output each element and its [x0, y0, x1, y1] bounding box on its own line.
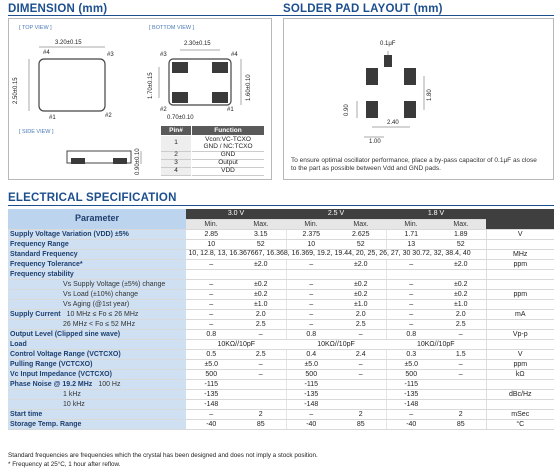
pin-table-header-function: Function [192, 126, 264, 135]
max-header: Max. [236, 219, 286, 229]
spec-row [8, 329, 554, 339]
value-cell: 2.375 [286, 229, 336, 239]
dimension-title: DIMENSION (mm) [8, 3, 108, 15]
value-cell: 1.89 [436, 229, 486, 239]
value-cell: -148 [286, 399, 336, 409]
param-label: Output Level (Clipped sine wave) [10, 330, 121, 338]
pin-table-pin: 2 [161, 152, 191, 160]
param-label: Standard Frequency [10, 250, 78, 258]
spec-row [8, 399, 554, 409]
value-cell: 0.8 [186, 329, 236, 339]
unit-cell [486, 269, 554, 279]
param-header: Parameter [8, 209, 186, 229]
unit-cell [486, 239, 554, 249]
value-cell: ±1.0 [336, 299, 386, 309]
param-cell [8, 309, 186, 319]
pin-label-1-top: #1 [49, 115, 56, 121]
value-cell: 52 [336, 239, 386, 249]
param-label: Control Voltage Range (VCTCXO) [10, 350, 121, 358]
dim-240-text: 2.40 [387, 120, 399, 126]
value-cell: 2.5 [236, 319, 286, 329]
solder-pad-2 [404, 101, 416, 118]
value-cell [186, 269, 236, 279]
unit-cell: MHz [486, 249, 554, 259]
value-cell: 2.4 [336, 349, 386, 359]
value-cell: – [236, 329, 286, 339]
value-cell [336, 399, 386, 409]
param-cell [8, 349, 186, 359]
value-cell: – [436, 329, 486, 339]
param-cell [8, 269, 186, 279]
value-cell: – [286, 279, 336, 289]
spec-row [8, 339, 554, 349]
param-label: Supply Voltage Variation (VDD) ±5% [10, 230, 129, 238]
param-sub: 100 Hz [98, 380, 121, 388]
value-cell: – [186, 289, 236, 299]
value-cell: ±5.0 [186, 359, 236, 369]
param-label: Vc Input Impedance (VCTCXO) [10, 370, 112, 378]
solder-pad-title: SOLDER PAD LAYOUT (mm) [283, 3, 443, 15]
value-cell: 0.8 [386, 329, 436, 339]
value-cell: 0.3 [386, 349, 436, 359]
param-cell [8, 239, 186, 249]
value-cell: – [286, 319, 336, 329]
value-cell [236, 269, 286, 279]
value-cell: – [236, 359, 286, 369]
max-header: Max. [336, 219, 386, 229]
spec-row [8, 419, 554, 429]
unit-cell: °C [486, 419, 554, 429]
value-cell: – [386, 409, 436, 419]
value-cell: 13 [386, 239, 436, 249]
bottom-pad-4 [172, 62, 188, 73]
value-cell: – [186, 299, 236, 309]
unit-cell [486, 379, 554, 389]
value-cell: 3.15 [236, 229, 286, 239]
spec-row [8, 349, 554, 359]
value-cell: – [286, 409, 336, 419]
value-cell: – [386, 289, 436, 299]
unit-cell: ppm [486, 289, 554, 299]
value-cell: -135 [386, 389, 436, 399]
cap-label: 0.1μF [380, 41, 396, 47]
spec-title: ELECTRICAL SPECIFICATION [8, 192, 177, 204]
value-cell: -135 [186, 389, 236, 399]
param-cell [8, 339, 186, 349]
value-cell: ±0.2 [236, 289, 286, 299]
spec-row [8, 359, 554, 369]
unit-header [486, 209, 554, 229]
param-sub: 26 MHz < Fo ≤ 52 MHz [63, 320, 136, 328]
pin-table-func: Output [192, 160, 264, 168]
param-sub: Vs Supply Voltage (±5%) change [63, 280, 166, 288]
param-cell [8, 329, 186, 339]
param-cell [8, 229, 186, 239]
pin-table-pin: 1 [161, 136, 191, 152]
pin-label-4-bottom: #4 [231, 52, 238, 58]
value-cell: 2 [236, 409, 286, 419]
value-cell: – [386, 309, 436, 319]
value-cell: 85 [436, 419, 486, 429]
spec-row [8, 299, 554, 309]
value-cell: 2.5 [436, 319, 486, 329]
value-cell: ±2.0 [236, 259, 286, 269]
value-cell: 52 [236, 239, 286, 249]
top-width-text: 3.20±0.15 [55, 40, 82, 46]
dimension-panel [8, 18, 272, 180]
value-cell: 2.0 [336, 309, 386, 319]
value-cell: ±0.2 [436, 279, 486, 289]
value-cell [236, 379, 286, 389]
value-cell: – [286, 299, 336, 309]
pin-label-3-top: #3 [107, 52, 114, 58]
value-cell: ±0.2 [336, 279, 386, 289]
param-sub: 10 kHz [63, 400, 85, 408]
spec-row [8, 389, 554, 399]
unit-cell: ppm [486, 359, 554, 369]
pin-label-1-bottom: #1 [227, 107, 234, 113]
value-cell [336, 379, 386, 389]
voltage-header-18: 1.8 V [386, 209, 486, 219]
value-cell: ±0.2 [236, 279, 286, 289]
title-rule [8, 15, 554, 16]
value-cell: 0.4 [286, 349, 336, 359]
value-cell [436, 269, 486, 279]
value-cell: – [286, 289, 336, 299]
param-cell [8, 299, 186, 309]
unit-cell [486, 339, 554, 349]
value-cell: -40 [286, 419, 336, 429]
spec-row [8, 309, 554, 319]
spec-row [8, 249, 554, 259]
value-cell: – [336, 369, 386, 379]
unit-cell [486, 399, 554, 409]
unit-cell: ppm [486, 259, 554, 269]
value-cell: 500 [186, 369, 236, 379]
value-cell: 2 [336, 409, 386, 419]
value-cell: – [386, 319, 436, 329]
value-cell: 85 [336, 419, 386, 429]
pin-table-func: GND [192, 152, 264, 160]
side-view-label: [ SIDE VIEW ] [19, 129, 54, 135]
value-cell: -40 [386, 419, 436, 429]
unit-cell: dBc/Hz [486, 389, 554, 399]
param-cell [8, 369, 186, 379]
value-cell: – [336, 359, 386, 369]
param-sub: 1 kHz [63, 390, 81, 398]
value-cell [336, 389, 386, 399]
top-view-package [39, 59, 105, 111]
value-cell [436, 399, 486, 409]
pin-table-func: VDD [192, 168, 264, 176]
value-cell: – [186, 309, 236, 319]
solder-pad-panel [283, 18, 554, 180]
spec-row [8, 379, 554, 389]
bottom-pad-3 [212, 62, 228, 73]
value-cell: 10 [286, 239, 336, 249]
param-label: Frequency Tolerance* [10, 260, 83, 268]
spec-row [8, 269, 554, 279]
value-cell: – [436, 369, 486, 379]
value-cell: 500 [386, 369, 436, 379]
top-height-text: 2.50±0.15 [13, 77, 19, 104]
value-cell: ±2.0 [336, 259, 386, 269]
param-sub: Vs Aging (@1st year) [63, 300, 130, 308]
param-cell [8, 409, 186, 419]
spec-row [8, 319, 554, 329]
param-label: Phase Noise @ 19.2 MHz [10, 380, 93, 388]
value-cell: – [186, 319, 236, 329]
value-cell: – [186, 409, 236, 419]
value-cell [436, 389, 486, 399]
standard-frequency-list: 10, 12.8, 13, 16.367667, 16.368, 16.369, 19.2, 19.44, 20, 25, 26, 27, 30 30.72, 32, 38.4, 40 [186, 249, 486, 259]
bottom-pad-2 [212, 92, 228, 103]
param-label: Supply Current [10, 310, 61, 318]
value-cell [236, 389, 286, 399]
param-cell [8, 289, 186, 299]
solder-pad-4 [366, 68, 378, 85]
pin-table-func: Vcon:VC-TCXO GND / NC:TCXO [192, 136, 264, 152]
footnote-standard: Standard frequencies are frequencies which the crystal has been designed and does not imply a stock position. [8, 452, 318, 459]
solder-pad-1 [366, 101, 378, 118]
param-cell [8, 419, 186, 429]
bypass-capacitor [384, 55, 392, 67]
value-cell: ±5.0 [286, 359, 336, 369]
value-cell: ±0.2 [436, 289, 486, 299]
min-header: Min. [286, 219, 336, 229]
dim-100-text: 1.00 [369, 139, 381, 145]
value-cell [336, 269, 386, 279]
unit-cell: mA [486, 309, 554, 319]
value-cell: 2 [436, 409, 486, 419]
voltage-header-25: 2.5 V [286, 209, 386, 219]
unit-cell [486, 299, 554, 309]
value-cell: ±1.0 [436, 299, 486, 309]
pin-table-pin: 4 [161, 168, 191, 176]
value-cell: -115 [186, 379, 236, 389]
spec-row [8, 369, 554, 379]
value-cell: 52 [436, 239, 486, 249]
footnote-tolerance: * Frequency at 25°C, 1 hour after reflow. [8, 461, 121, 468]
value-cell: – [386, 279, 436, 289]
value-cell: 1.71 [386, 229, 436, 239]
value-cell: 10 [186, 239, 236, 249]
pad-width-text: 0.70±0.10 [167, 115, 194, 121]
value-cell: ±1.0 [236, 299, 286, 309]
param-label: Frequency Range [10, 240, 69, 248]
pin-label-3-bottom: #3 [160, 52, 167, 58]
unit-cell: V [486, 229, 554, 239]
param-sub: Vs Load (±10%) change [63, 290, 139, 298]
value-cell: – [286, 259, 336, 269]
unit-cell: kΩ [486, 369, 554, 379]
value-cell: – [336, 329, 386, 339]
value-cell: – [386, 259, 436, 269]
unit-cell [486, 279, 554, 289]
param-cell [8, 319, 186, 329]
value-cell: ±2.0 [436, 259, 486, 269]
bottom-h2-text: 1.60±0.10 [246, 74, 252, 101]
param-cell [8, 249, 186, 259]
param-cell [8, 389, 186, 399]
param-label: Frequency stability [10, 270, 74, 278]
bypass-note: To ensure optimal oscillator performance, place a by-pass capacitor of 0.1μF as close to the part as possible between Vdd and GND pads. [291, 157, 537, 173]
voltage-header-30: 3.0 V [186, 209, 286, 219]
value-cell: -148 [386, 399, 436, 409]
min-header: Min. [186, 219, 236, 229]
pin-label-2-bottom: #2 [160, 107, 167, 113]
value-cell: -115 [386, 379, 436, 389]
value-cell: -40 [186, 419, 236, 429]
spec-row [8, 239, 554, 249]
max-header: Max. [436, 219, 486, 229]
value-cell: 500 [286, 369, 336, 379]
spec-row [8, 409, 554, 419]
value-cell: – [186, 279, 236, 289]
solder-pad-3 [404, 68, 416, 85]
value-cell: ±0.2 [336, 289, 386, 299]
spec-header-row [8, 209, 554, 219]
unit-cell: V [486, 349, 554, 359]
load-cell: 10KΩ//10pF [186, 339, 286, 349]
spec-rule [8, 205, 554, 206]
value-cell: 2.0 [236, 309, 286, 319]
value-cell [236, 399, 286, 409]
value-cell: 2.5 [336, 319, 386, 329]
spec-table [8, 209, 554, 430]
value-cell: 2.625 [336, 229, 386, 239]
value-cell: – [186, 259, 236, 269]
value-cell: – [386, 299, 436, 309]
value-cell: 0.8 [286, 329, 336, 339]
value-cell: – [236, 369, 286, 379]
param-cell [8, 399, 186, 409]
param-sub: 10 MHz ≤ Fo ≤ 26 MHz [66, 310, 139, 318]
value-cell: 2.5 [236, 349, 286, 359]
side-view-pad-right [113, 158, 127, 164]
value-cell: 85 [236, 419, 286, 429]
param-cell [8, 259, 186, 269]
spec-row [8, 259, 554, 269]
dim-090-text: 0.90 [344, 104, 350, 116]
top-view-label: [ TOP VIEW ] [19, 25, 52, 31]
value-cell: 1.5 [436, 349, 486, 359]
value-cell: – [436, 359, 486, 369]
dim-180-text: 1.80 [427, 89, 433, 101]
pin-table-pin: 3 [161, 160, 191, 168]
value-cell: -115 [286, 379, 336, 389]
value-cell: – [286, 309, 336, 319]
value-cell: 2.0 [436, 309, 486, 319]
param-label: Pulling Range (VCTCXO) [10, 360, 93, 368]
unit-cell [486, 319, 554, 329]
value-cell: -135 [286, 389, 336, 399]
bottom-view-label: [ BOTTOM VIEW ] [149, 25, 195, 31]
side-height-text: 0.90±0.10 [135, 148, 141, 175]
spec-row [8, 279, 554, 289]
bottom-h1-text: 1.70±0.15 [148, 72, 154, 99]
pin-label-2-top: #2 [105, 113, 112, 119]
load-cell: 10KΩ//10pF [386, 339, 486, 349]
param-label: Storage Temp. Range [10, 420, 82, 428]
value-cell: ±5.0 [386, 359, 436, 369]
bottom-width-text: 2.30±0.15 [184, 41, 211, 47]
param-cell [8, 359, 186, 369]
pin-label-4-top: #4 [43, 50, 50, 56]
load-cell: 10KΩ//10pF [286, 339, 386, 349]
side-view-pad-left [71, 158, 85, 164]
value-cell: 2.85 [186, 229, 236, 239]
value-cell [386, 269, 436, 279]
min-header: Min. [386, 219, 436, 229]
pin-table-header-pin: Pin# [161, 126, 191, 135]
param-label: Start time [10, 410, 43, 418]
bottom-pad-1 [172, 92, 188, 103]
value-cell [286, 269, 336, 279]
spec-row [8, 229, 554, 239]
value-cell: 0.5 [186, 349, 236, 359]
value-cell [436, 379, 486, 389]
spec-row [8, 289, 554, 299]
param-cell [8, 379, 186, 389]
value-cell: -148 [186, 399, 236, 409]
unit-cell: mSec [486, 409, 554, 419]
param-cell [8, 279, 186, 289]
param-label: Load [10, 340, 27, 348]
unit-cell: Vp-p [486, 329, 554, 339]
